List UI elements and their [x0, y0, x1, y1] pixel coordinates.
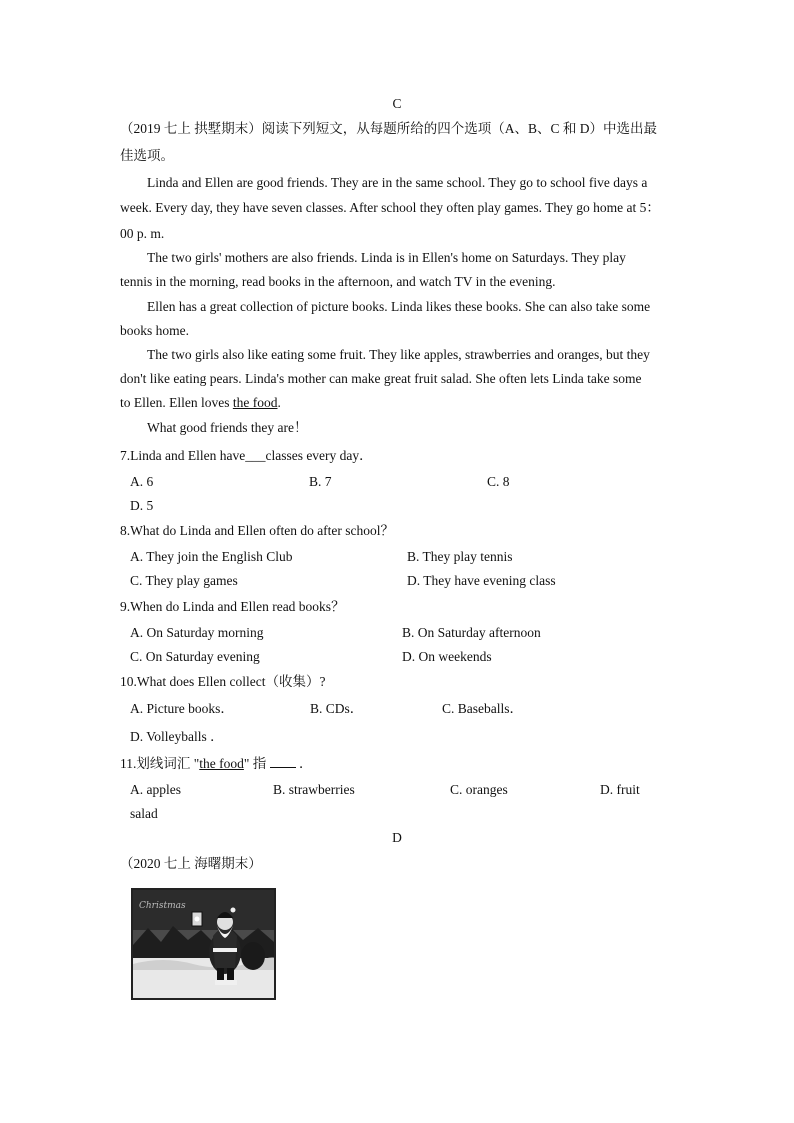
svg-text:Christmas: Christmas — [139, 901, 186, 911]
q8-option-b: B. They play tennis — [407, 549, 513, 564]
q11-stem-start: 11.划线词汇 " — [120, 756, 200, 771]
section-c-heading: C — [392, 96, 402, 111]
passage-p4-line2: don't like eating pears. Linda's mother can make great fruit salad. She often lets Linda take some — [120, 371, 642, 386]
passage-p4-line3-end: . — [277, 395, 281, 410]
section-d-source: （2020 七上 海曙期末） — [120, 856, 262, 871]
q9-option-c: C. On Saturday evening — [130, 649, 260, 664]
q10-option-c: C. Baseballs． — [442, 701, 523, 716]
q8-stem: 8.What do Linda and Ellen often do after school？ — [120, 523, 395, 538]
q8-option-a: A. They join the English Club — [130, 549, 293, 564]
q11-option-a: A. apples — [130, 782, 181, 797]
q11-option-c: C. oranges — [450, 782, 508, 797]
passage-p4-line3 — [120, 394, 281, 412]
q9-option-b: B. On Saturday afternoon — [402, 625, 541, 640]
q7-stem: 7.Linda and Ellen have___classes every day． — [120, 448, 373, 463]
passage-p1-line1: Linda and Ellen are good friends. They are in the same school. They go to school five days a — [147, 175, 648, 190]
q11-underlined-the-food: the food — [199, 756, 244, 771]
q10-option-a: A. Picture books． — [130, 701, 234, 716]
q11-stem-end: ． — [295, 756, 313, 771]
santa-christmas-image — [131, 888, 276, 1000]
q11-option-d: D. fruit — [600, 782, 640, 797]
q9-option-d: D. On weekends — [402, 649, 492, 664]
passage-p2-line1: The two girls' mothers are also friends. Linda is in Ellen's home on Saturdays. They play — [147, 250, 626, 265]
passage-p5-line1: What good friends they are！ — [147, 420, 308, 435]
section-c-instructions-line1: （2019 七上 拱墅期末）阅读下列短文，从每题所给的四个选项（A、B、C 和 D）中选出最 — [120, 121, 658, 136]
section-c-instructions-line2: 佳选项。 — [120, 148, 174, 163]
passage-p4-line1: The two girls also like eating some fruit. They like apples, strawberries and oranges, but they — [147, 347, 650, 362]
q7-option-d: D. 5 — [130, 498, 154, 513]
q9-stem: 9.When do Linda and Ellen read books？ — [120, 599, 345, 614]
q7-option-c: C. 8 — [487, 474, 510, 489]
passage-p4-line3-start: to Ellen. Ellen loves — [120, 395, 233, 410]
q10-option-b: B. CDs． — [310, 701, 364, 716]
passage-p1-line2: week. Every day, they have seven classes. After school they often play games. They go home at 5： — [120, 200, 660, 215]
passage-p3-line1: Ellen has a great collection of picture books. Linda likes these books. She can also take some — [147, 299, 651, 314]
q9-option-a: A. On Saturday morning — [130, 625, 264, 640]
answer-blank — [270, 755, 296, 768]
q11-stem — [120, 755, 313, 773]
underlined-the-food: the food — [232, 395, 278, 410]
q11-option-d-continued: salad — [130, 806, 158, 821]
section-d-heading: D — [392, 830, 402, 845]
passage-p3-line2: books home. — [120, 323, 189, 338]
q10-stem: 10.What does Ellen collect（收集）? — [120, 674, 326, 689]
passage-p2-line2: tennis in the morning, read books in the afternoon, and watch TV in the evening. — [120, 274, 556, 289]
q11-stem-mid: " 指 — [243, 756, 270, 771]
q7-option-b: B. 7 — [309, 474, 332, 489]
q10-option-d: D. Volleyballs ． — [130, 729, 224, 744]
q11-option-b: B. strawberries — [273, 782, 355, 797]
q7-option-a: A. 6 — [130, 474, 154, 489]
q8-option-d: D. They have evening class — [407, 573, 556, 588]
passage-p1-line3: 00 p. m. — [120, 226, 165, 241]
q8-option-c: C. They play games — [130, 573, 238, 588]
